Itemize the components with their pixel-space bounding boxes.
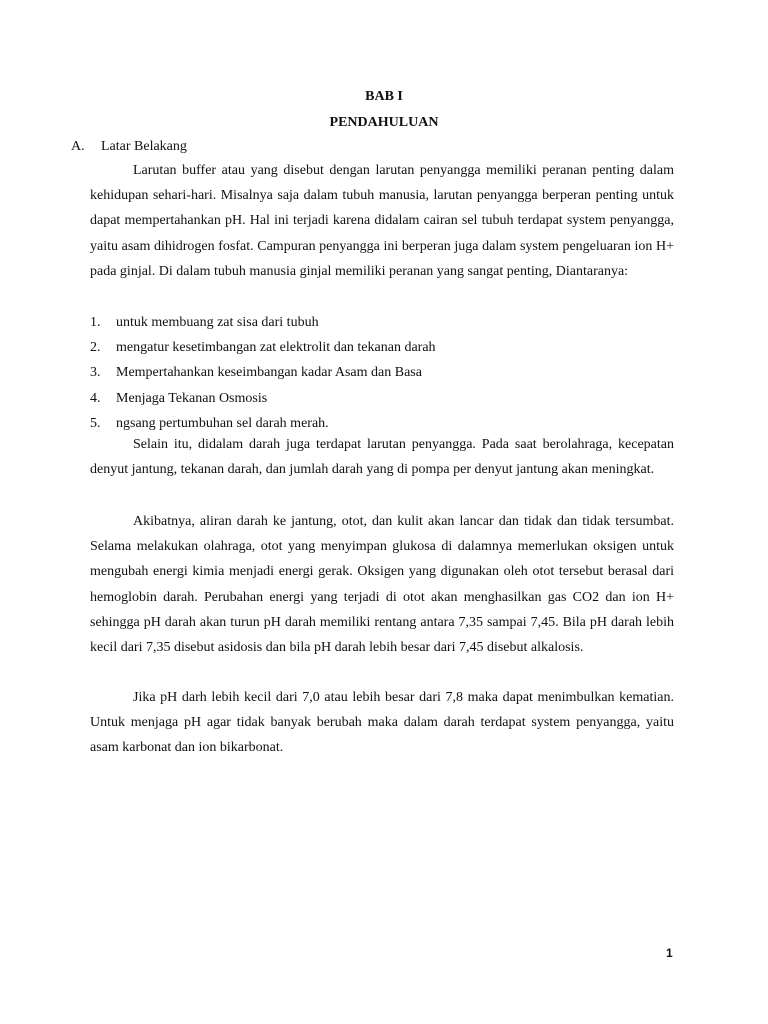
list-number: 5. xyxy=(90,415,101,431)
list-number: 1. xyxy=(90,315,101,330)
list-item xyxy=(90,360,674,385)
list-item xyxy=(90,310,674,335)
section-heading xyxy=(71,139,187,155)
list-number: 4. xyxy=(90,390,101,406)
list-text: Menjaga Tekanan Osmosis xyxy=(116,390,268,406)
list-text: untuk membuang zat sisa dari tubuh xyxy=(116,315,319,330)
paragraph-4: Jika pH darh lebih kecil dari 7,0 atau lebih besar dari 7,8 maka dapat menimbulkan kematian. Untuk menjaga pH agar tidak banyak berubah maka dalam darah terdapat system penyangga, yaitu asam karbonat dan ion bikarbonat. xyxy=(90,690,674,756)
page-number: 1 xyxy=(666,946,673,960)
list-text: mengatur kesetimbangan zat elektrolit dan tekanan darah xyxy=(116,340,436,356)
numbered-list xyxy=(90,310,674,436)
paragraph-2: Selain itu, didalam darah juga terdapat larutan penyangga. Pada saat berolahraga, kecepatan denyut jantung, tekanan darah, dan jumlah darah yang di pompa per denyut jantung akan meningkat. xyxy=(90,437,674,478)
list-number: 2. xyxy=(90,340,101,356)
chapter-heading: BAB I xyxy=(365,89,403,104)
section-title: Latar Belakang xyxy=(101,139,187,154)
paragraph-3: Akibatnya, aliran darah ke jantung, otot, dan kulit akan lancar dan tidak dan tidak tersumbat. Selama melakukan olahraga, otot yang menyimpan glukosa di dalamnya memerlukan oksigen untuk mengubah energi kimia menjadi energi gerak. Oksigen yang digunakan oleh otot tersebut berasal dari hemoglobin darah. Perubahan energi yang terjadi di otot akan menghasilkan gas CO2 dan ion H+ sehingga pH darah akan turun pH darah memiliki rentang antara 7,35 sampai 7,45. Bila pH darah lebih kecil dari 7,35 disebut asidosis dan bila pH darah lebih besar dari 7,45 disebut alkalosis. xyxy=(90,514,674,656)
chapter-title: PENDAHULUAN xyxy=(329,115,439,130)
list-number: 3. xyxy=(90,365,101,381)
list-text: ngsang pertumbuhan sel darah merah. xyxy=(116,415,329,431)
list-text: Mempertahankan keseimbangan kadar Asam dan Basa xyxy=(116,365,422,381)
list-item xyxy=(90,335,674,360)
list-item xyxy=(90,386,674,411)
paragraph-1: Larutan buffer atau yang disebut dengan larutan penyangga memiliki peranan penting dalam kehidupan sehari-hari. Misalnya saja dalam tubuh manusia, larutan penyangga berperan penting untuk dapat mempertahankan pH. Hal ini terjadi karena didalam cairan sel tubuh terdapat system penyangga, yaitu asam dihidrogen fosfat. Campuran penyangga ini berperan juga dalam system pengeluaran ion H+ pada ginjal. Di dalam tubuh manusia ginjal memiliki peranan yang sangat penting, Diantaranya: xyxy=(90,163,674,279)
section-label: A. xyxy=(71,139,85,154)
